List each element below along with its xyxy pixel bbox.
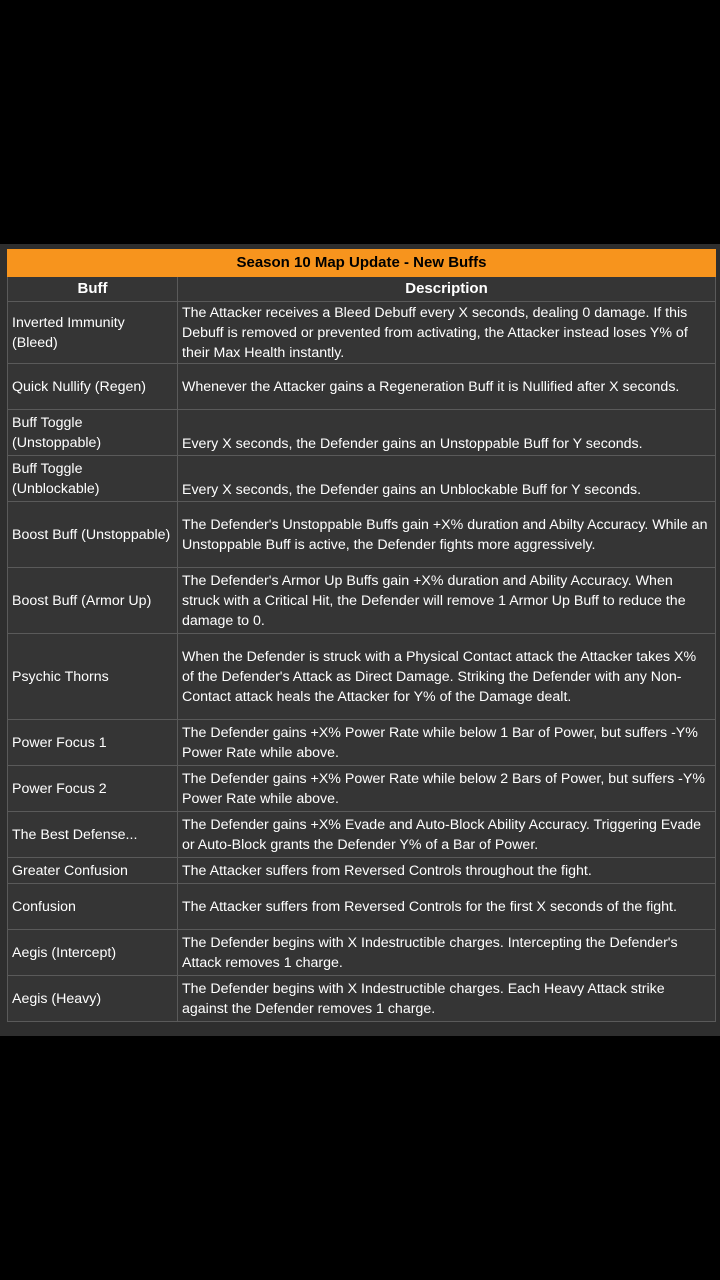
table-row [8,930,716,976]
buff-description-cell: The Defender gains +X% Power Rate while below 2 Bars of Power, but suffers -Y% Power Rate while above. [178,766,716,812]
buff-description-cell: The Defender begins with X Indestructible charges. Intercepting the Defender's Attack removes 1 charge. [178,930,716,976]
buff-name-cell: Psychic Thorns [8,634,178,720]
buff-description-cell: When the Defender is struck with a Physical Contact attack the Attacker takes X% of the Defender's Attack as Direct Damage. Striking the Defender with any Non-Contact attack heals the Attacker for Y% of the Damage dealt. [178,634,716,720]
table-row [8,884,716,930]
buff-name-cell: Power Focus 1 [8,720,178,766]
table-row [8,634,716,720]
buff-name-cell: Greater Confusion [8,858,178,884]
table-header-row [8,277,716,302]
buff-description-cell: The Defender's Armor Up Buffs gain +X% duration and Ability Accuracy. When struck with a Critical Hit, the Defender will remove 1 Armor Up Buff to reduce the damage to 0. [178,568,716,634]
table-row [8,766,716,812]
buff-description-cell: The Attacker suffers from Reversed Controls for the first X seconds of the fight. [178,884,716,930]
buff-name-cell: Power Focus 2 [8,766,178,812]
buff-name-cell: Boost Buff (Armor Up) [8,568,178,634]
buff-name-cell: Buff Toggle (Unblockable) [8,456,178,502]
buff-name-cell: Aegis (Intercept) [8,930,178,976]
buff-description-cell: The Defender gains +X% Evade and Auto-Block Ability Accuracy. Triggering Evade or Auto-Block grants the Defender Y% of a Bar of Power. [178,812,716,858]
buff-description-cell: The Attacker receives a Bleed Debuff every X seconds, dealing 0 damage. If this Debuff is removed or prevented from activating, the Attacker instead loses Y% of their Max Health instantly. [178,302,716,364]
buff-description-cell: Every X seconds, the Defender gains an Unstoppable Buff for Y seconds. [178,410,716,456]
buff-name-cell: Boost Buff (Unstoppable) [8,502,178,568]
buff-description-cell: Every X seconds, the Defender gains an Unblockable Buff for Y seconds. [178,456,716,502]
buff-description-cell: The Defender begins with X Indestructible charges. Each Heavy Attack strike against the Defender removes 1 charge. [178,976,716,1022]
table-row [8,568,716,634]
table-row [8,858,716,884]
table-title: Season 10 Map Update - New Buffs [8,250,716,277]
column-header-buff: Buff [8,277,178,302]
column-header-description: Description [178,277,716,302]
table-row [8,302,716,364]
table-row [8,410,716,456]
table-row [8,812,716,858]
table-row [8,456,716,502]
buff-table-image [0,244,720,1036]
table-row [8,976,716,1022]
table-row [8,502,716,568]
buff-description-cell: Whenever the Attacker gains a Regeneration Buff it is Nullified after X seconds. [178,364,716,410]
buff-name-cell: Inverted Immunity (Bleed) [8,302,178,364]
buffs-table [7,249,716,1022]
table-row [8,720,716,766]
table-title-row [8,250,716,277]
buff-name-cell: Quick Nullify (Regen) [8,364,178,410]
buff-description-cell: The Defender gains +X% Power Rate while below 1 Bar of Power, but suffers -Y% Power Rate while above. [178,720,716,766]
buff-description-cell: The Attacker suffers from Reversed Controls throughout the fight. [178,858,716,884]
buff-description-cell: The Defender's Unstoppable Buffs gain +X% duration and Abilty Accuracy. While an Unstoppable Buff is active, the Defender fights more aggressively. [178,502,716,568]
buff-name-cell: Aegis (Heavy) [8,976,178,1022]
buff-name-cell: The Best Defense... [8,812,178,858]
buff-name-cell: Buff Toggle (Unstoppable) [8,410,178,456]
table-row [8,364,716,410]
buff-name-cell: Confusion [8,884,178,930]
